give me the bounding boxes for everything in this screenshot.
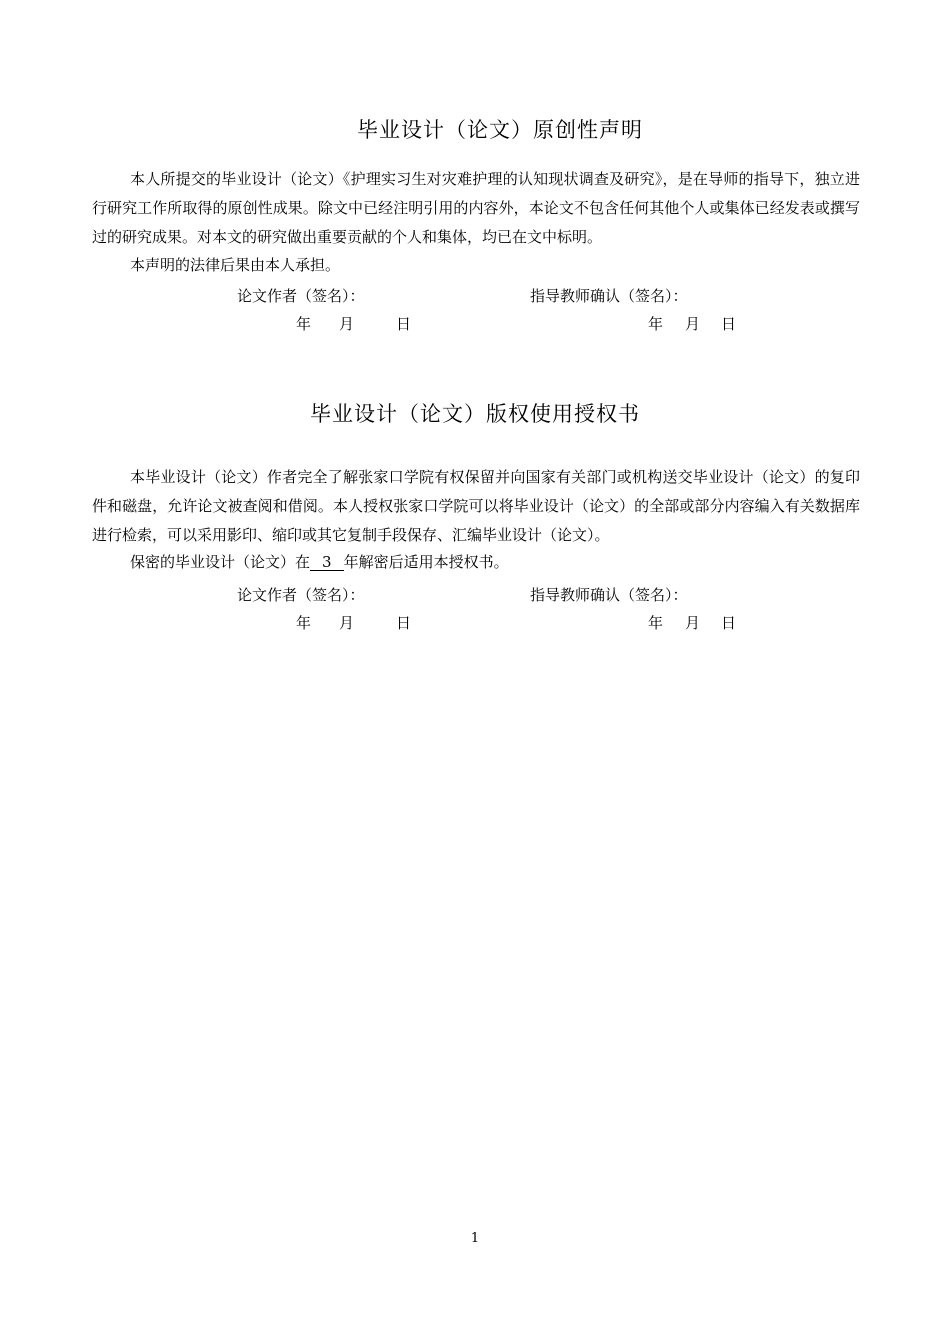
- originality-title: 毕业设计（论文）原创性声明: [357, 118, 643, 142]
- teacher-date-line: [648, 613, 736, 633]
- date-month-label: 月: [339, 614, 355, 632]
- authorization-title: 毕业设计（论文）版权使用授权书: [310, 402, 640, 426]
- page-number: 1: [470, 1231, 480, 1246]
- date-day-label: 日: [396, 614, 412, 632]
- author-date-line: [296, 314, 411, 334]
- confidentiality-suffix: 年解密后适用本授权书。: [343, 553, 509, 571]
- date-year-label: 年: [296, 614, 312, 632]
- teacher-date-line: [648, 314, 736, 334]
- date-month-label: 月: [685, 614, 701, 632]
- date-day-label: 日: [721, 614, 737, 632]
- teacher-signature-label: 指导教师确认（签名）：: [530, 287, 688, 305]
- confidentiality-prefix: 保密的毕业设计（论文）在: [130, 553, 311, 571]
- date-year-label: 年: [296, 315, 312, 333]
- originality-paragraph: 本人所提交的毕业设计（论文）《护理实习生对灾难护理的认知现状调查及研究》，是在导师的指导下，独立进行研究工作所取得的原创性成果。除文中已经注明引用的内容外，本论文不包含任何其他个人或集体已经发表或撰写过的研究成果。对本文的研究做出重要贡献的个人和集体，均已在文中标明。: [92, 170, 860, 246]
- date-day-label: 日: [396, 315, 412, 333]
- date-month-label: 月: [339, 315, 355, 333]
- date-year-label: 年: [648, 614, 664, 632]
- date-month-label: 月: [685, 315, 701, 333]
- authorization-paragraph: 本毕业设计（论文）作者完全了解张家口学院有权保留并向国家有关部门或机构送交毕业设计（论文）的复印件和磁盘，允许论文被查阅和借阅。本人授权张家口学院可以将毕业设计（论文）的全部或部分内容编入有关数据库进行检索，可以采用影印、缩印或其它复制手段保存、汇编毕业设计（论文）。: [92, 468, 860, 544]
- date-day-label: 日: [721, 315, 737, 333]
- originality-liability-paragraph: 本声明的法律后果由本人承担。: [130, 256, 341, 274]
- teacher-signature-label: 指导教师确认（签名）：: [530, 586, 688, 604]
- confidential-years-field: 3: [310, 554, 344, 571]
- author-date-line: [296, 613, 411, 633]
- confidentiality-paragraph: [92, 548, 860, 577]
- author-signature-label: 论文作者（签名）：: [237, 287, 365, 305]
- date-year-label: 年: [648, 315, 664, 333]
- author-signature-label: 论文作者（签名）：: [237, 586, 365, 604]
